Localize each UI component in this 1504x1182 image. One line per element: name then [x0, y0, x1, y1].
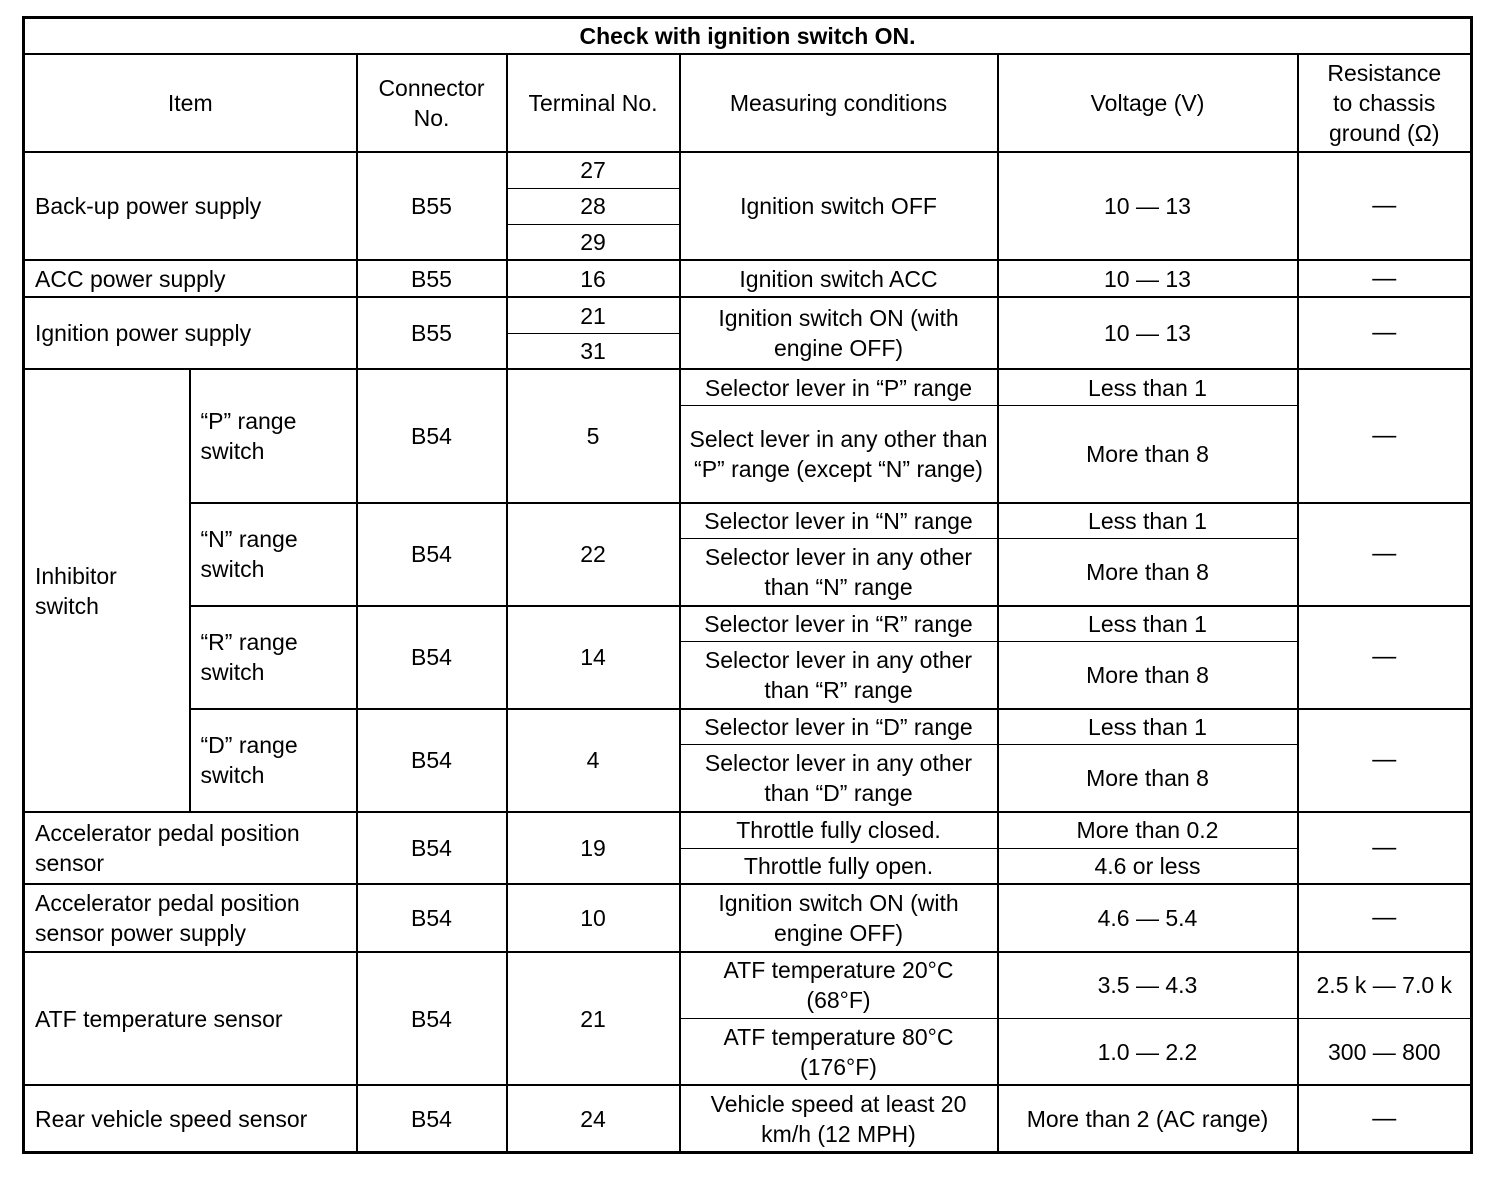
connector-app: B54	[357, 812, 507, 884]
voltage-acc: 10 — 13	[998, 260, 1298, 297]
connector-app-power: B54	[357, 884, 507, 952]
voltage-ignition: 10 — 13	[998, 297, 1298, 369]
voltage-r-2: More than 8	[998, 642, 1298, 709]
connector-acc: B55	[357, 260, 507, 297]
item-atf: ATF temperature sensor	[24, 952, 357, 1085]
connector-ignition: B55	[357, 297, 507, 369]
voltage-speed: More than 2 (AC range)	[998, 1085, 1298, 1152]
condition-p-2: Select lever in any other than “P” range (except “N” range)	[680, 406, 998, 503]
terminal-acc: 16	[507, 260, 680, 297]
terminal-ignition-2: 31	[507, 333, 680, 369]
resistance-app-power: —	[1298, 884, 1472, 952]
voltage-app-2: 4.6 or less	[998, 848, 1298, 884]
terminal-atf: 21	[507, 952, 680, 1085]
item-acc: ACC power supply	[24, 260, 357, 297]
terminal-d: 4	[507, 709, 680, 812]
sub-item-p: “P” range switch	[190, 369, 357, 502]
resistance-backup: —	[1298, 152, 1472, 260]
condition-d-2: Selector lever in any other than “D” range	[680, 745, 998, 812]
header-item: Item	[24, 54, 357, 152]
resistance-r: —	[1298, 606, 1472, 709]
connector-r: B54	[357, 606, 507, 709]
resistance-n: —	[1298, 503, 1472, 606]
condition-r-2: Selector lever in any other than “R” range	[680, 642, 998, 709]
item-backup: Back-up power supply	[24, 152, 357, 260]
sub-item-d: “D” range switch	[190, 709, 357, 812]
item-speed: Rear vehicle speed sensor	[24, 1085, 357, 1152]
voltage-app-power: 4.6 — 5.4	[998, 884, 1298, 952]
resistance-d: —	[1298, 709, 1472, 812]
header-conditions: Measuring conditions	[680, 54, 998, 152]
header-terminal: Terminal No.	[507, 54, 680, 152]
voltage-atf-1: 3.5 — 4.3	[998, 952, 1298, 1018]
item-app: Accelerator pedal position sensor	[24, 812, 357, 884]
item-ignition: Ignition power supply	[24, 297, 357, 369]
voltage-d-1: Less than 1	[998, 709, 1298, 745]
condition-r-1: Selector lever in “R” range	[680, 606, 998, 642]
resistance-atf-1: 2.5 k — 7.0 k	[1298, 952, 1472, 1018]
voltage-p-1: Less than 1	[998, 369, 1298, 405]
item-app-power: Accelerator pedal position sensor power supply	[24, 884, 357, 952]
terminal-p: 5	[507, 369, 680, 502]
condition-backup: Ignition switch OFF	[680, 152, 998, 260]
connector-p: B54	[357, 369, 507, 502]
resistance-app: —	[1298, 812, 1472, 884]
terminal-backup-2: 28	[507, 188, 680, 224]
voltage-d-2: More than 8	[998, 745, 1298, 812]
voltage-n-1: Less than 1	[998, 503, 1298, 539]
table-title: Check with ignition switch ON.	[24, 18, 1472, 55]
header-voltage: Voltage (V)	[998, 54, 1298, 152]
header-connector: Connector No.	[357, 54, 507, 152]
voltage-app-1: More than 0.2	[998, 812, 1298, 848]
condition-d-1: Selector lever in “D” range	[680, 709, 998, 745]
connector-backup: B55	[357, 152, 507, 260]
terminal-backup-3: 29	[507, 224, 680, 260]
condition-acc: Ignition switch ACC	[680, 260, 998, 297]
voltage-atf-2: 1.0 — 2.2	[998, 1018, 1298, 1085]
terminal-speed: 24	[507, 1085, 680, 1152]
resistance-speed: —	[1298, 1085, 1472, 1152]
connector-speed: B54	[357, 1085, 507, 1152]
condition-app-2: Throttle fully open.	[680, 848, 998, 884]
condition-p-1: Selector lever in “P” range	[680, 369, 998, 405]
voltage-r-1: Less than 1	[998, 606, 1298, 642]
voltage-p-2: More than 8	[998, 406, 1298, 503]
condition-n-2: Selector lever in any other than “N” range	[680, 539, 998, 606]
terminal-ignition-1: 21	[507, 297, 680, 333]
header-resistance: Resistance to chassis ground (Ω)	[1298, 54, 1472, 152]
terminal-n: 22	[507, 503, 680, 606]
sub-item-r: “R” range switch	[190, 606, 357, 709]
item-inhibitor: Inhibitor switch	[24, 369, 190, 812]
voltage-n-2: More than 8	[998, 539, 1298, 606]
condition-n-1: Selector lever in “N” range	[680, 503, 998, 539]
terminal-app: 19	[507, 812, 680, 884]
terminal-backup-1: 27	[507, 152, 680, 188]
voltage-backup: 10 — 13	[998, 152, 1298, 260]
condition-app-1: Throttle fully closed.	[680, 812, 998, 848]
condition-app-power: Ignition switch ON (with engine OFF)	[680, 884, 998, 952]
resistance-p: —	[1298, 369, 1472, 502]
connector-n: B54	[357, 503, 507, 606]
condition-speed: Vehicle speed at least 20 km/h (12 MPH)	[680, 1085, 998, 1152]
resistance-acc: —	[1298, 260, 1472, 297]
condition-atf-2: ATF temperature 80°C (176°F)	[680, 1018, 998, 1085]
sub-item-n: “N” range switch	[190, 503, 357, 606]
resistance-ignition: —	[1298, 297, 1472, 369]
condition-ignition: Ignition switch ON (with engine OFF)	[680, 297, 998, 369]
condition-atf-1: ATF temperature 20°C (68°F)	[680, 952, 998, 1018]
connector-d: B54	[357, 709, 507, 812]
terminal-r: 14	[507, 606, 680, 709]
resistance-atf-2: 300 — 800	[1298, 1018, 1472, 1085]
ignition-check-table	[22, 16, 1473, 1154]
terminal-app-power: 10	[507, 884, 680, 952]
connector-atf: B54	[357, 952, 507, 1085]
